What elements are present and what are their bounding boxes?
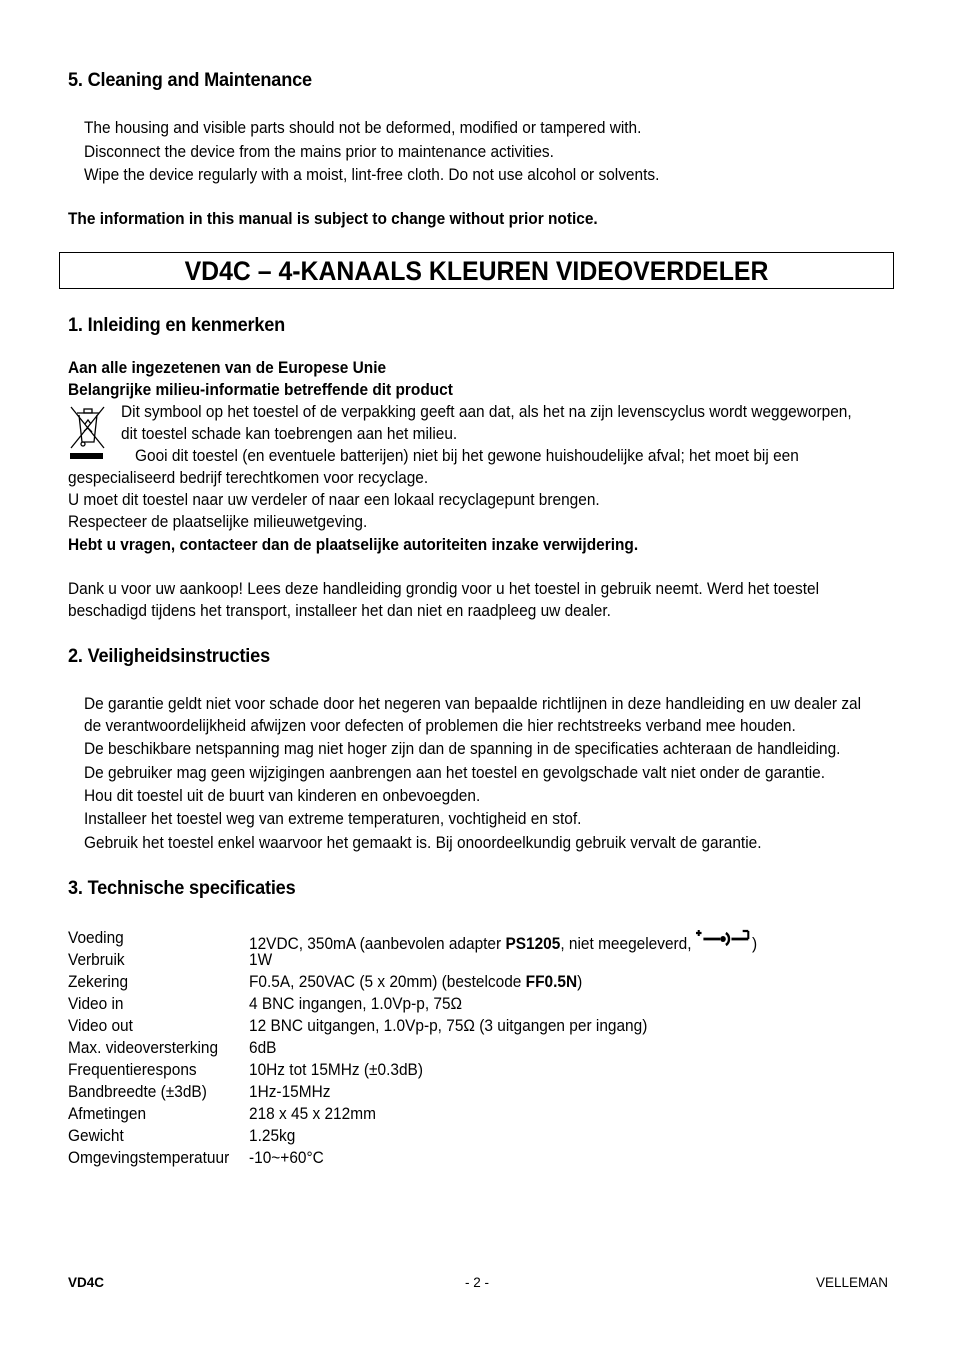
spec-value-text: 12VDC, 350mA (aanbevolen adapter — [249, 935, 506, 953]
paragraph-line: De gebruiker mag geen wijzigingen aanbrengen aan het toestel en gevolgschade valt niet onder de garantie. — [84, 764, 826, 782]
paragraph-line: Gebruik het toestel enkel waarvoor het gemaakt is. Bij onoordeelkundig gebruik vervalt de garantie. — [84, 834, 762, 852]
spec-value-bold: PS1205 — [505, 935, 561, 953]
spec-label: Verbruik — [68, 951, 125, 969]
section-heading-cleaning: 5. Cleaning and Maintenance — [68, 69, 312, 91]
spec-label: Max. videoversterking — [68, 1039, 219, 1057]
footer-model: VD4C — [68, 1275, 105, 1290]
spec-label: Frequentierespons — [68, 1061, 197, 1079]
spec-value: 1.25kg — [249, 1127, 296, 1145]
environment-info-heading: Belangrijke milieu-informatie betreffende dit product — [68, 381, 453, 399]
spec-value: 10Hz tot 15MHz (±0.3dB) — [249, 1061, 423, 1079]
paragraph-line: de verantwoordelijkheid afwijzen voor defecten of problemen die hier rechtstreeks verband mee houden. — [84, 717, 796, 735]
spec-value: 6dB — [249, 1039, 277, 1057]
spec-value: 218 x 45 x 212mm — [249, 1105, 376, 1123]
document-title: VD4C – 4-KANAALS KLEUREN VIDEOVERDELER — [184, 256, 769, 286]
spec-value-text: F0.5A, 250VAC (5 x 20mm) (bestelcode — [249, 973, 526, 991]
paragraph-line: De garantie geldt niet voor schade door het negeren van bepaalde richtlijnen in deze handleiding en uw dealer zal — [84, 695, 862, 713]
paragraph-line: Disconnect the device from the mains prior to maintenance activities. — [84, 143, 554, 161]
paragraph-line: Installeer het toestel weg van extreme temperaturen, vochtigheid en stof. — [84, 810, 582, 828]
spec-value-bold: FF0.5N — [525, 973, 578, 991]
paragraph-line: The housing and visible parts should not be deformed, modified or tampered with. — [84, 119, 642, 137]
spec-label: Video out — [68, 1017, 133, 1035]
paragraph-line: Wipe the device regularly with a moist, lint-free cloth. Do not use alcohol or solvents. — [84, 166, 660, 184]
spec-label: Gewicht — [68, 1127, 124, 1145]
spec-value: 4 BNC ingangen, 1.0Vp-p, 75Ω — [249, 995, 463, 1013]
section-heading-specifications: 3. Technische specificaties — [68, 877, 296, 899]
spec-value — [249, 929, 757, 954]
paragraph-line: Dank u voor uw aankoop! Lees deze handleiding grondig voor u het toestel in gebruik neemt. Werd het toestel — [68, 580, 820, 598]
eu-residents-heading: Aan alle ingezetenen van de Europese Unie — [68, 359, 387, 377]
paragraph-line: Respecteer de plaatselijke milieuwetgeving. — [68, 513, 368, 531]
footer-page-number: - 2 - — [465, 1275, 490, 1290]
spec-label: Video in — [68, 995, 124, 1013]
weee-text-line: gespecialiseerd bedrijf terechtkomen voor recyclage. — [68, 469, 429, 487]
spec-label: Omgevingstemperatuur — [68, 1149, 230, 1167]
contact-authorities-note: Hebt u vragen, contacteer dan de plaatselijke autoriteiten inzake verwijdering. — [68, 536, 639, 554]
document-title-box — [59, 252, 894, 289]
weee-text-line: dit toestel schade kan toebrengen aan het milieu. — [121, 425, 458, 443]
weee-text-line: Dit symbool op het toestel of de verpakking geeft aan dat, als het na zijn levenscyclus wordt weggeworpen, — [121, 403, 852, 421]
spec-label: Bandbreedte (±3dB) — [68, 1083, 207, 1101]
spec-label: Zekering — [68, 973, 129, 991]
spec-value: 1W — [249, 951, 273, 969]
paragraph-line: Hou dit toestel uit de buurt van kinderen en onbevoegden. — [84, 787, 481, 805]
spec-value: 12 BNC uitgangen, 1.0Vp-p, 75Ω (3 uitgangen per ingang) — [249, 1017, 648, 1035]
weee-crossed-bin-icon — [68, 404, 106, 462]
change-notice: The information in this manual is subject to change without prior notice. — [68, 210, 598, 228]
section-heading-introduction: 1. Inleiding en kenmerken — [68, 314, 286, 336]
spec-label: Afmetingen — [68, 1105, 147, 1123]
spec-label: Voeding — [68, 929, 124, 947]
dc-polarity-icon — [696, 929, 752, 949]
spec-value: -10~+60°C — [249, 1149, 324, 1167]
weee-text-line: Gooi dit toestel (en eventuele batterijen) niet bij het gewone huishoudelijke afval; het moet bij een — [135, 447, 799, 465]
footer-brand: VELLEMAN — [816, 1275, 889, 1290]
paragraph-line: De beschikbare netspanning mag niet hoger zijn dan de spanning in de specificaties achteraan de handleiding. — [84, 740, 841, 758]
section-heading-safety: 2. Veiligheidsinstructies — [68, 645, 270, 667]
spec-value: 1Hz-15MHz — [249, 1083, 331, 1101]
spec-value-text: ) — [577, 973, 583, 991]
spec-value-text: ) — [751, 935, 758, 953]
spec-value — [249, 973, 582, 992]
spec-value-text: , niet meegeleverd, — [560, 935, 696, 953]
paragraph-line: beschadigd tijdens het transport, installeer het dan niet en raadpleeg uw dealer. — [68, 602, 611, 620]
paragraph-line: U moet dit toestel naar uw verdeler of naar een lokaal recyclagepunt brengen. — [68, 491, 600, 509]
